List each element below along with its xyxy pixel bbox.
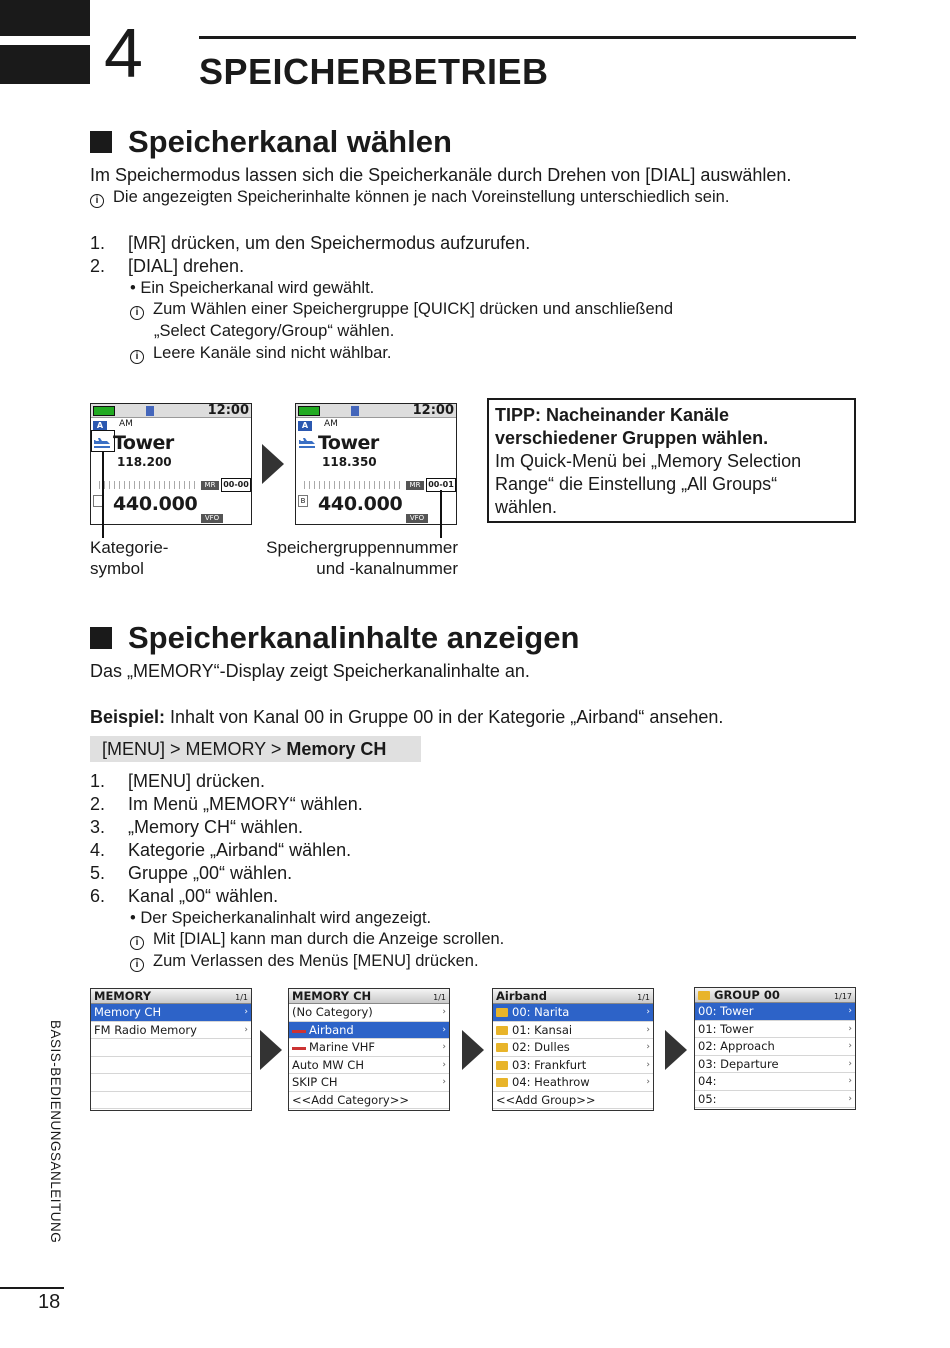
- chevron-right-icon: ›: [848, 1041, 852, 1051]
- chevron-right-icon: ›: [442, 1059, 446, 1070]
- menu-item-empty: [91, 1092, 251, 1110]
- menu-item-empty: [91, 1074, 251, 1092]
- chevron-right-icon: ›: [442, 1042, 446, 1052]
- chevron-right-icon: ›: [442, 1024, 446, 1035]
- section2-step-6: 6. Kanal „00“ wählen.: [90, 886, 279, 906]
- channel-item[interactable]: 00: Tower ›: [695, 1003, 855, 1021]
- channel-name: Tower: [318, 432, 379, 454]
- chapter-number: 4: [104, 14, 143, 92]
- section1-note: i Die angezeigten Speicherinhalte können je nach Voreinstellung unterschiedlich sein.: [90, 186, 729, 209]
- section1-subnote-1b: „Select Category/Group“ wählen.: [154, 322, 395, 340]
- tip-box: TIPP: Nacheinander Kanäle verschiedener Gruppen wählen. Im Quick-Menü bei „Memory Selection Range“ die Einstellung „All Groups“ wählen.: [487, 398, 856, 523]
- mode-label: AM: [324, 419, 338, 429]
- chapter-tab-bottom: [0, 45, 90, 84]
- chevron-right-icon: ›: [646, 1059, 650, 1070]
- category-item[interactable]: (No Category) ›: [289, 1004, 449, 1022]
- channel-number-box: 00-00: [221, 478, 251, 492]
- screen-memory-menu: [90, 988, 252, 1111]
- group-item[interactable]: 00: Narita ›: [493, 1004, 653, 1022]
- ship-icon: [292, 1042, 306, 1050]
- add-category-item[interactable]: <<Add Category>>: [289, 1092, 449, 1110]
- category-item-airband[interactable]: Airband ›: [289, 1022, 449, 1040]
- screen-title: MEMORY 1/1: [91, 989, 251, 1004]
- sidebar-label: BASIS-BEDIENUNGSANLEITUNG: [48, 1020, 63, 1244]
- radio-display-2: [295, 403, 457, 525]
- channel-number-box: 00-01: [426, 478, 456, 492]
- section2-step-5: 5. Gruppe „00“ wählen.: [90, 863, 293, 883]
- arrow-right-icon: [260, 1030, 282, 1070]
- chevron-right-icon: ›: [244, 1007, 248, 1017]
- mr-badge: MR: [406, 481, 424, 490]
- section1-bullet: • Ein Speicherkanal wird gewählt.: [130, 279, 375, 297]
- clock: 12:00: [412, 403, 454, 418]
- section1-step-2: 2. [DIAL] drehen.: [90, 256, 245, 276]
- square-bullet-icon: [90, 131, 112, 153]
- menu-item-empty: [91, 1039, 251, 1057]
- arrow-right-icon: [262, 444, 284, 484]
- screen-title: Airband 1/1: [493, 989, 653, 1004]
- s-meter: [304, 481, 404, 489]
- chevron-right-icon: ›: [848, 1006, 852, 1016]
- info-icon: i: [130, 306, 144, 320]
- chevron-right-icon: ›: [848, 1058, 852, 1069]
- square-bullet-icon: [90, 627, 112, 649]
- frequency-main: 118.350: [322, 455, 377, 469]
- chapter-title: SPEICHERBETRIEB: [199, 51, 549, 92]
- section2-bullet: • Der Speicherkanalinhalt wird angezeigt.: [130, 909, 432, 927]
- channel-name: Tower: [113, 432, 174, 454]
- section2-step-4: 4. Kategorie „Airband“ wählen.: [90, 840, 352, 860]
- chapter-tab-top: [0, 0, 90, 36]
- airplane-icon: [292, 1025, 306, 1033]
- folder-icon: [698, 991, 710, 1000]
- chevron-right-icon: ›: [848, 1023, 852, 1034]
- band-b-icon: B: [298, 495, 308, 507]
- signal-icon: [351, 406, 359, 416]
- callout-line-group: [440, 490, 442, 538]
- folder-icon: [496, 1078, 508, 1087]
- section2-step-3: 3. „Memory CH“ wählen.: [90, 817, 304, 837]
- section2-heading: [90, 620, 579, 656]
- chevron-right-icon: ›: [442, 1007, 446, 1017]
- add-group-item[interactable]: <<Add Group>>: [493, 1092, 653, 1110]
- screen-title: GROUP 00 1/17: [695, 988, 855, 1003]
- airplane-icon: [93, 436, 111, 450]
- info-icon: i: [130, 958, 144, 972]
- band-a-badge: A: [93, 421, 107, 431]
- folder-icon: [496, 1008, 508, 1017]
- category-item-marine[interactable]: Marine VHF ›: [289, 1039, 449, 1057]
- vfo-badge: VFO: [406, 514, 428, 523]
- category-item[interactable]: SKIP CH ›: [289, 1074, 449, 1092]
- section2-intro: Das „MEMORY“-Display zeigt Speicherkanalinhalte an.: [90, 661, 530, 681]
- screen-title: MEMORY CH 1/1: [289, 989, 449, 1004]
- caption-group-channel: Speichergruppennummer und -kanalnummer: [266, 538, 458, 578]
- callout-line-category: [102, 452, 104, 538]
- chevron-right-icon: ›: [848, 1076, 852, 1086]
- section1-heading: [90, 124, 452, 160]
- info-icon: i: [130, 350, 144, 364]
- section1-subnote-1a: i Zum Wählen einer Speichergruppe [QUICK] drücken und anschließend: [90, 298, 673, 321]
- channel-item[interactable]: 03: Departure ›: [695, 1056, 855, 1074]
- screen-airband: [492, 988, 654, 1111]
- category-item[interactable]: Auto MW CH ›: [289, 1057, 449, 1075]
- chevron-right-icon: ›: [646, 1024, 650, 1035]
- section2-note-1: i Mit [DIAL] kann man durch die Anzeige scrollen.: [90, 928, 504, 951]
- example: Beispiel: Inhalt von Kanal 00 in Gruppe 00 in der Kategorie „Airband“ ansehen.: [90, 707, 724, 727]
- screen-group-00: [694, 987, 856, 1110]
- section1-subnote-2: i Leere Kanäle sind nicht wählbar.: [90, 342, 392, 365]
- group-item[interactable]: 02: Dulles ›: [493, 1039, 653, 1057]
- folder-icon: [496, 1061, 508, 1070]
- section1-title: Speicherkanal wählen: [128, 124, 452, 159]
- arrow-right-icon: [462, 1030, 484, 1070]
- channel-item[interactable]: 04: ›: [695, 1073, 855, 1091]
- section2-step-1: 1. [MENU] drücken.: [90, 771, 266, 791]
- section2-note-2: i Zum Verlassen des Menüs [MENU] drücken.: [90, 950, 479, 973]
- section2-title: Speicherkanalinhalte anzeigen: [128, 620, 580, 655]
- airplane-icon: [298, 436, 316, 450]
- frequency-main: 118.200: [117, 455, 172, 469]
- folder-icon: [496, 1026, 508, 1035]
- caption-category: Kategorie- symbol: [90, 538, 169, 578]
- section2-step-2: 2. Im Menü „MEMORY“ wählen.: [90, 794, 363, 814]
- vfo-badge: VFO: [201, 514, 223, 523]
- footer-rule: [0, 1287, 64, 1289]
- menu-path: [MENU] > MEMORY > Memory CH: [90, 736, 421, 762]
- frequency-sub: 440.000: [113, 493, 198, 515]
- menu-item-empty: [91, 1057, 251, 1075]
- s-meter: [99, 481, 199, 489]
- battery-icon: [93, 406, 115, 416]
- signal-icon: [146, 406, 154, 416]
- menu-item-fm-radio-memory[interactable]: FM Radio Memory ›: [91, 1022, 251, 1040]
- section1-intro: Im Speichermodus lassen sich die Speicherkanäle durch Drehen von [DIAL] auswählen.: [90, 165, 792, 185]
- folder-icon: [496, 1043, 508, 1052]
- channel-item[interactable]: 01: Tower ›: [695, 1021, 855, 1039]
- clock: 12:00: [207, 403, 249, 418]
- screen-memory-ch: [288, 988, 450, 1111]
- info-icon: i: [90, 194, 104, 208]
- channel-item[interactable]: 02: Approach ›: [695, 1038, 855, 1056]
- chevron-right-icon: ›: [646, 1077, 650, 1087]
- menu-item-memory-ch[interactable]: Memory CH ›: [91, 1004, 251, 1022]
- chevron-right-icon: ›: [244, 1024, 248, 1035]
- chevron-right-icon: ›: [848, 1093, 852, 1104]
- frequency-sub: 440.000: [318, 493, 403, 515]
- chevron-right-icon: ›: [442, 1077, 446, 1087]
- section1-step-1: 1. [MR] drücken, um den Speichermodus aufzurufen.: [90, 233, 531, 253]
- chevron-right-icon: ›: [646, 1042, 650, 1052]
- page-number: 18: [38, 1291, 61, 1313]
- arrow-right-icon: [665, 1030, 687, 1070]
- radio-display-1: [90, 403, 252, 525]
- channel-item[interactable]: 05: ›: [695, 1091, 855, 1109]
- group-item[interactable]: 01: Kansai ›: [493, 1022, 653, 1040]
- group-item[interactable]: 04: Heathrow ›: [493, 1074, 653, 1092]
- chapter-rule: [199, 36, 856, 39]
- info-icon: i: [130, 936, 144, 950]
- mr-badge: MR: [201, 481, 219, 490]
- group-item[interactable]: 03: Frankfurt ›: [493, 1057, 653, 1075]
- mode-label: AM: [119, 419, 133, 429]
- battery-icon: [298, 406, 320, 416]
- band-a-badge: A: [298, 421, 312, 431]
- chevron-right-icon: ›: [646, 1007, 650, 1017]
